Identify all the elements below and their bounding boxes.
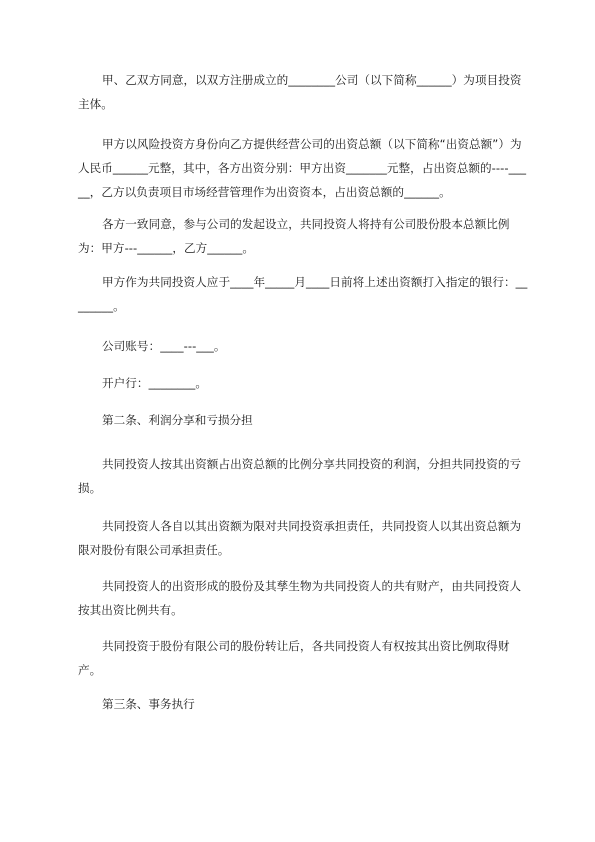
paragraph-total-capital: 甲方以风险投资方身份向乙方提供经营公司的出资总额（以下简称“出资总额”）为人民币______元整，其中，各方出资分别：甲方出资_______元整，占出资总额的----_____，乙方以负责项目市场经营管理作为出资资本，占出资总额的______。 xyxy=(78,137,527,199)
paragraph-liability: 共同投资人各自以其出资额为限对共同投资承担责任，共同投资人以其出资总额为限对股份有限公司承担责任。 xyxy=(78,519,522,557)
paragraph-share-ratio: 各方一致同意，参与公司的发起设立，共同投资人将持有公司股份股本总额比例为：甲方---______，乙方______。 xyxy=(78,217,510,255)
section-heading-profit-loss: 第二条、利润分享和亏损分担 xyxy=(102,413,253,427)
paragraph-payment-deadline: 甲方作为共同投资人应于____年_____月____日前将上述出资额打入指定的银行：________。 xyxy=(78,275,528,313)
section-heading-affairs-execution: 第三条、事务执行 xyxy=(102,697,195,711)
paragraph-bank-name: 开户行：________。 xyxy=(102,376,207,390)
paragraph-profit-sharing: 共同投资人按其出资额占出资总额的比例分享共同投资的利润，分担共同投资的亏损。 xyxy=(78,457,522,495)
paragraph-account-number: 公司账号：____---___。 xyxy=(102,339,226,353)
paragraph-joint-property: 共同投资人的出资形成的股份及其孳生物为共同投资人的共有财产，由共同投资人按其出资比例共有。 xyxy=(78,579,522,617)
paragraph-share-transfer: 共同投资于股份有限公司的股份转让后，各共同投资人有权按其出资比例取得财产。 xyxy=(78,639,510,677)
paragraph-investment-subject: 甲、乙双方同意，以双方注册成立的________公司（以下简称______）为项目投资主体。 xyxy=(78,73,522,111)
